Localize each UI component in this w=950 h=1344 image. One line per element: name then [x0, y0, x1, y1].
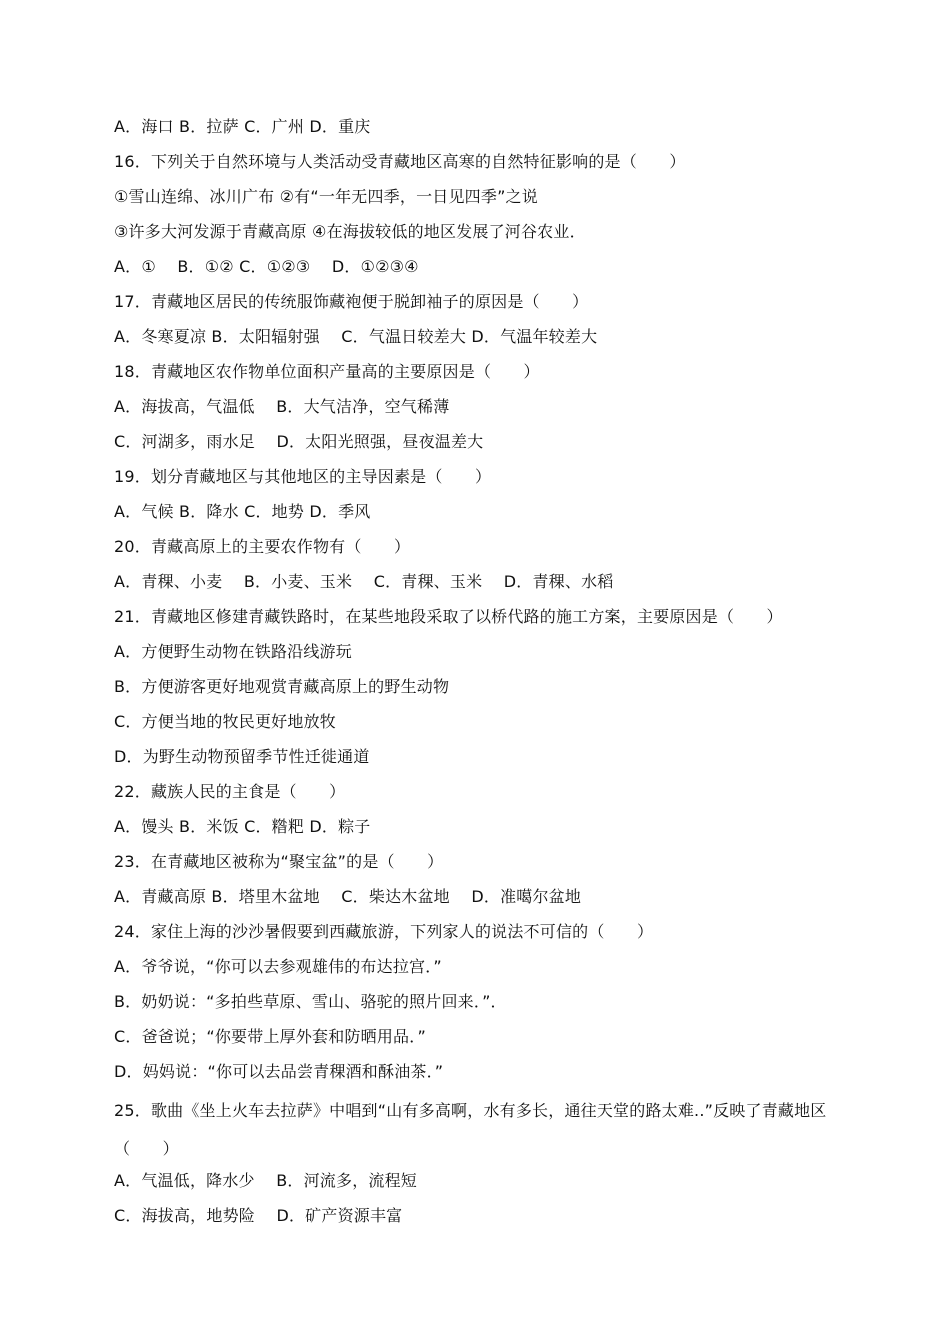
- q17-options: A．冬寒夏凉 B．太阳辐射强 C．气温日较差大 D．气温年较差大: [114, 327, 598, 346]
- q21-option-c: C．方便当地的牧民更好地放牧: [114, 712, 336, 731]
- q16-statement-3-4: ③许多大河发源于青藏高原 ④在海拔较低的地区发展了河谷农业．: [114, 222, 586, 241]
- q22-stem: 22．藏族人民的主食是（ ）: [114, 782, 346, 801]
- q24-option-b: B．奶奶说：“多拍些草原、雪山、骆驼的照片回来．”．: [114, 992, 507, 1011]
- q16-options: A．① B．①② C．①②③ D．①②③④: [114, 257, 419, 276]
- q17-stem: 17．青藏地区居民的传统服饰藏袍便于脱卸袖子的原因是（ ）: [114, 292, 589, 311]
- q25-options-ab: A．气温低，降水少 B．河流多，流程短: [114, 1171, 418, 1190]
- q15-options: A．海口 B．拉萨 C．广州 D．重庆: [114, 117, 371, 136]
- q16-stem: 16．下列关于自然环境与人类活动受青藏地区高寒的自然特征影响的是（ ）: [114, 152, 686, 171]
- q24-option-a: A．爷爷说，“你可以去参观雄伟的布达拉宫．”: [114, 957, 442, 976]
- question-list: [114, 112, 844, 1236]
- q24-option-c: C．爸爸说；“你要带上厚外套和防晒用品．”: [114, 1027, 426, 1046]
- q24-option-d: D．妈妈说：“你可以去品尝青稞酒和酥油茶．”: [114, 1062, 444, 1081]
- q21-option-a: A．方便野生动物在铁路沿线游玩: [114, 642, 352, 661]
- q21-option-b: B．方便游客更好地观赏青藏高原上的野生动物: [114, 677, 450, 696]
- q25-options-cd: C．海拔高，地势险 D．矿产资源丰富: [114, 1206, 403, 1225]
- q18-options-ab: A．海拔高，气温低 B．大气洁净，空气稀薄: [114, 397, 450, 416]
- q16-statement-1-2: ①雪山连绵、冰川广布 ②有“一年无四季，一日见四季”之说: [114, 187, 538, 206]
- q20-options: A．青稞、小麦 B．小麦、玉米 C．青稞、玉米 D．青稞、水稻: [114, 572, 614, 591]
- q22-options: A．馒头 B．米饭 C．糌粑 D．粽子: [114, 817, 371, 836]
- q25-stem: 25．歌曲《坐上火车去拉萨》中唱到“山有多高啊，水有多长，通往天堂的路太难..”反映了青藏地区（ ）: [114, 1101, 827, 1158]
- q24-stem: 24．家住上海的沙沙暑假要到西藏旅游，下列家人的说法不可信的（ ）: [114, 922, 654, 941]
- q18-options-cd: C．河湖多，雨水足 D．太阳光照强，昼夜温差大: [114, 432, 484, 451]
- q21-stem: 21．青藏地区修建青藏铁路时，在某些地段采取了以桥代路的施工方案，主要原因是（ ）: [114, 607, 783, 626]
- q21-option-d: D．为野生动物预留季节性迁徙通道: [114, 747, 370, 766]
- q23-options: A．青藏高原 B．塔里木盆地 C．柴达木盆地 D．准噶尔盆地: [114, 887, 582, 906]
- q18-stem: 18．青藏地区农作物单位面积产量高的主要原因是（ ）: [114, 362, 540, 381]
- q19-options: A．气候 B．降水 C．地势 D．季风: [114, 502, 371, 521]
- q23-stem: 23．在青藏地区被称为“聚宝盆”的是（ ）: [114, 852, 444, 871]
- q19-stem: 19．划分青藏地区与其他地区的主导因素是（ ）: [114, 467, 492, 486]
- q20-stem: 20．青藏高原上的主要农作物有（ ）: [114, 537, 411, 556]
